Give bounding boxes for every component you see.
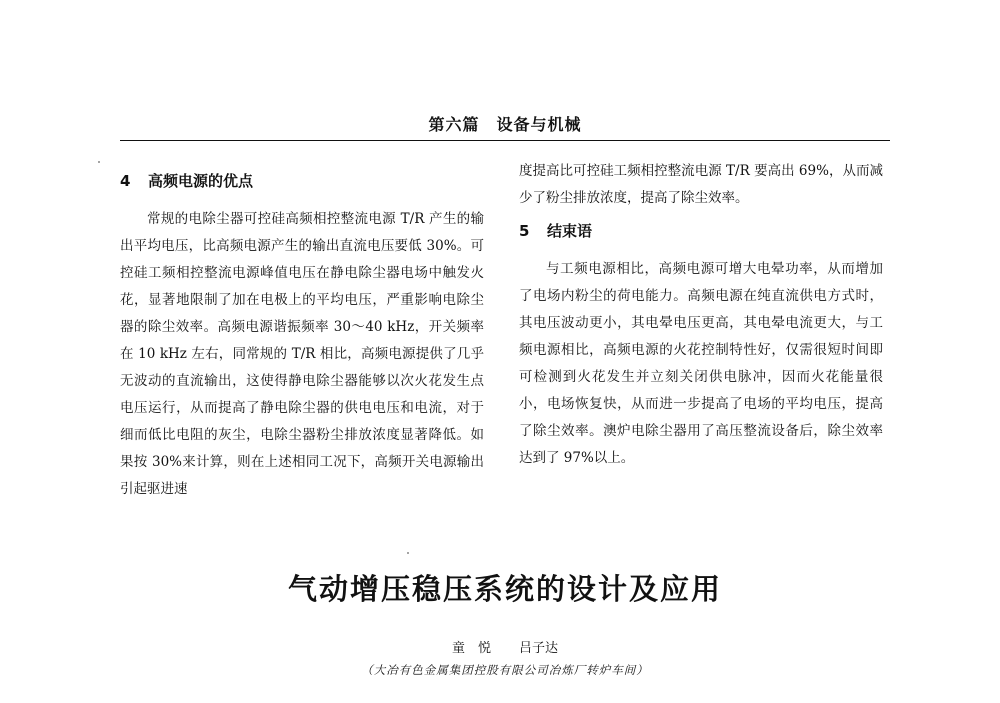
author-name: 吕子达 — [519, 641, 559, 656]
continued-paragraph: 度提高比可控硅工频相控整流电源 T/R 要高出 69%，从而减少了粉尘排放浓度，提高了除尘效率。 — [519, 163, 883, 206]
body-paragraph: 常规的电除尘器可控硅高频相控整流电源 T/R 产生的输出平均电压，比高频电源产生的输出直流电压要低 30%。可控硅工频相控整流电源峰值电压在静电除尘器电场中触发火花，显著地限制了加在电极上的平均电压，严重影响电除尘器的除尘效率。高频电源谐振频率 30～40 kHz，开关频率在 10 kHz 左右，同常规的 T/R 相比，高频电源提供了几乎无波动的直流输出，这使得静电除尘器能够以次火花发生点电压运行，从而提高了静电除尘器的供电电压和电流，对于细而低比电阻的灰尘，电除尘器粉尘排放浓度显著降低。如果按 30%来计算，则在上述相同工况下，高频开关电源输出引起驱进速 — [120, 211, 484, 497]
header-rule — [120, 140, 890, 141]
section-heading-5 — [519, 216, 883, 246]
author-name: 童 悦 — [451, 641, 491, 656]
article-title: 气动增压稳压系统的设计及应用 — [287, 572, 722, 606]
running-header: 第六篇 设备与机械 — [428, 115, 582, 134]
scan-speck — [407, 552, 409, 554]
section-number: 5 — [519, 222, 530, 240]
section-number: 4 — [120, 172, 131, 190]
section-title: 结束语 — [547, 222, 593, 240]
left-column — [120, 166, 484, 503]
author-line — [120, 637, 890, 656]
section-title: 高频电源的优点 — [148, 172, 254, 190]
section-heading-4 — [120, 166, 484, 196]
conclusion-paragraph: 与工频电源相比，高频电源可增大电晕功率，从而增加了电场内粉尘的荷电能力。高频电源在纯直流供电方式时，其电压波动更小，其电晕电压更高，其电晕电流更大，与工频电源相比，高频电源的火花控制特性好，仅需很短时间即可检测到火花发生并立刻关闭供电脉冲，因而火花能量很小，电场恢复快，从而进一步提高了电场的平均电压，提高了除尘效率。澳炉电除尘器用了高压整流设备后，除尘效率达到了 97%以上。 — [519, 261, 883, 466]
author-affiliation: （大冶有色金属集团控股有限公司冶炼厂转炉车间） — [361, 663, 649, 677]
scan-speck — [98, 161, 100, 163]
right-column — [519, 158, 883, 472]
